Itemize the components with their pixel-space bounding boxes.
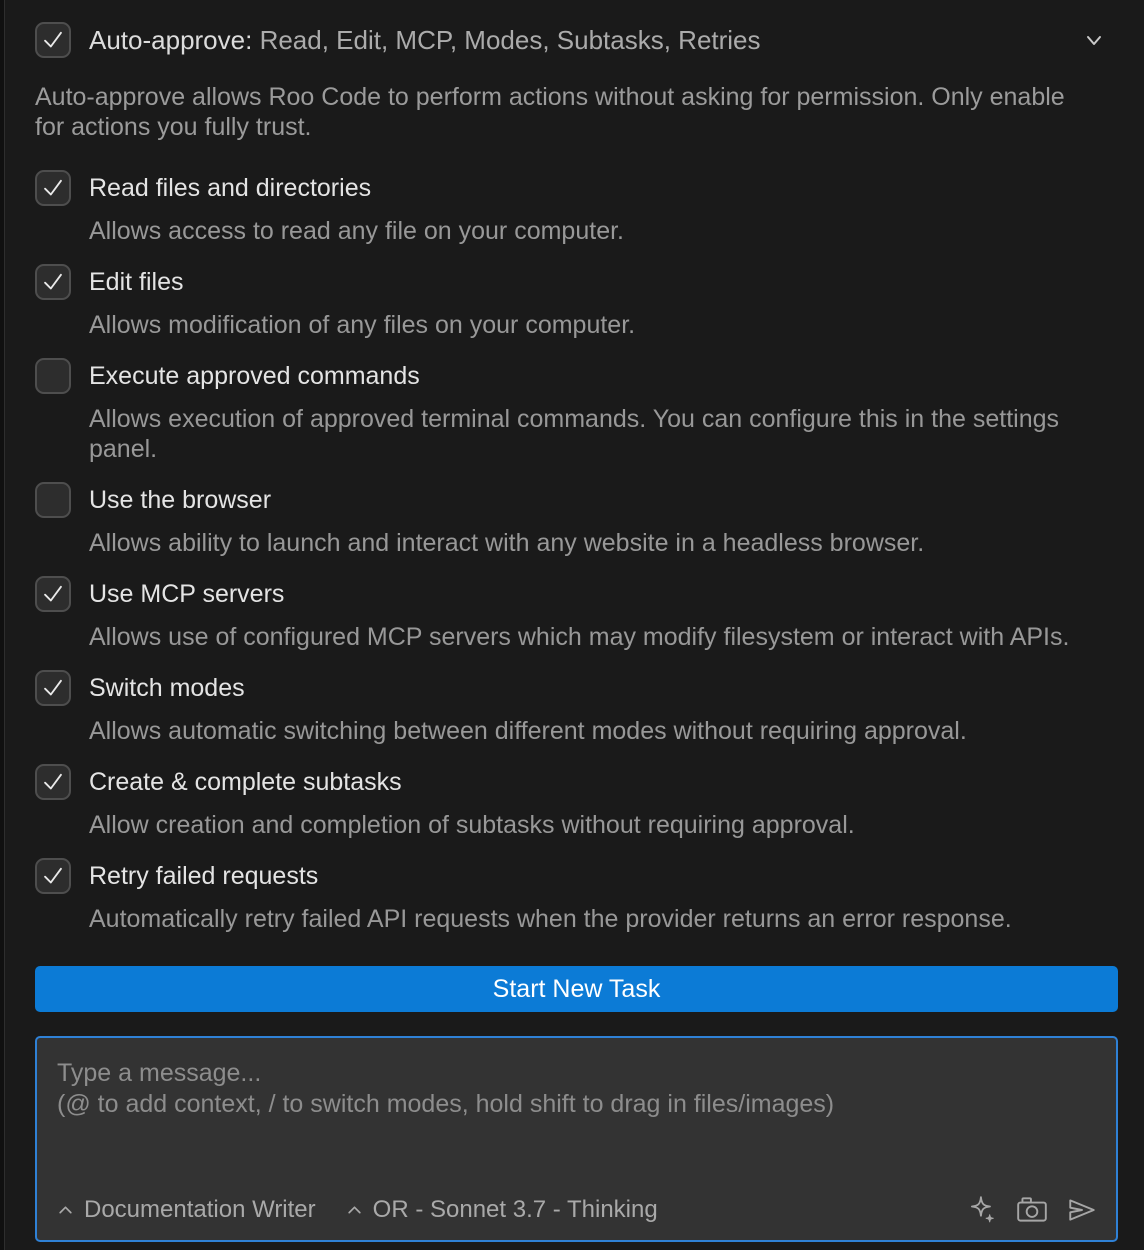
start-new-task-button[interactable]: Start New Task	[35, 966, 1118, 1012]
send-icon[interactable]	[1066, 1194, 1098, 1226]
placeholder-line-2: (@ to add context, / to switch modes, hold shift to drag in files/images)	[57, 1090, 835, 1118]
toggle-checkbox[interactable]	[35, 170, 71, 206]
toggle-label: Execute approved commands	[89, 361, 420, 390]
toggle-checkbox[interactable]	[35, 264, 71, 300]
chevron-down-icon[interactable]	[1078, 24, 1110, 56]
toggle-label: Retry failed requests	[89, 861, 319, 890]
placeholder-line-1: Type a message...	[57, 1059, 262, 1087]
toggle-checkbox[interactable]	[35, 764, 71, 800]
toggle-label: Read files and directories	[89, 173, 372, 202]
toggle-checkbox[interactable]	[35, 358, 71, 394]
toggle-description: Allows execution of approved terminal commands. You can configure this in the settings panel.	[89, 405, 1059, 463]
message-input[interactable]	[35, 1036, 1118, 1242]
camera-icon[interactable]	[1015, 1194, 1049, 1226]
toggle-row	[35, 358, 1118, 464]
auto-approve-title[interactable]	[89, 25, 761, 56]
toggle-checkbox[interactable]	[35, 858, 71, 894]
toggle-label: Use the browser	[89, 485, 272, 514]
chevron-up-icon	[57, 1202, 74, 1219]
checkmark-icon	[40, 675, 66, 701]
chevron-up-icon	[346, 1202, 363, 1219]
toggle-description: Automatically retry failed API requests when the provider returns an error response.	[89, 905, 1012, 933]
checkmark-icon	[40, 269, 66, 295]
message-placeholder	[57, 1058, 1098, 1120]
auto-approve-toggle-list	[35, 170, 1118, 934]
toggle-label: Switch modes	[89, 673, 245, 702]
toggle-description: Allows modification of any files on your computer.	[89, 311, 636, 339]
checkmark-icon	[40, 863, 66, 889]
api-config-selector[interactable]	[346, 1196, 658, 1224]
auto-approve-master-checkbox[interactable]	[35, 22, 71, 58]
toggle-label: Edit files	[89, 267, 184, 296]
mode-selector[interactable]	[57, 1196, 316, 1224]
toggle-checkbox[interactable]	[35, 576, 71, 612]
api-config-selector-label: OR - Sonnet 3.7 - Thinking	[372, 1196, 658, 1223]
mode-selector-label: Documentation Writer	[84, 1196, 316, 1223]
auto-approve-summary: Read, Edit, MCP, Modes, Subtasks, Retries	[259, 24, 761, 55]
toggle-checkbox[interactable]	[35, 482, 71, 518]
toggle-row	[35, 170, 1118, 246]
checkmark-icon	[40, 581, 66, 607]
toggle-description: Allows use of configured MCP servers which may modify filesystem or interact with APIs.	[89, 623, 1070, 651]
checkmark-icon	[40, 769, 66, 795]
auto-approve-panel	[5, 0, 1144, 1250]
chat-action-icons	[966, 1194, 1098, 1226]
auto-approve-label: Auto-approve:	[89, 24, 253, 55]
toggle-label: Use MCP servers	[89, 579, 285, 608]
toggle-label: Create & complete subtasks	[89, 767, 402, 796]
toggle-checkbox[interactable]	[35, 670, 71, 706]
toggle-description: Allows access to read any file on your computer.	[89, 217, 624, 245]
toggle-row	[35, 858, 1118, 934]
toggle-row	[35, 482, 1118, 558]
toggle-row	[35, 764, 1118, 840]
auto-approve-header	[35, 22, 1118, 58]
checkmark-icon	[40, 27, 66, 53]
checkmark-icon	[40, 175, 66, 201]
chat-toolbar	[57, 1194, 1098, 1226]
toggle-row	[35, 670, 1118, 746]
enhance-prompt-sparkle-icon[interactable]	[966, 1194, 998, 1226]
auto-approve-description: Auto-approve allows Roo Code to perform actions without asking for permission. Only enable for actions you fully trust.	[35, 83, 1065, 141]
toggle-description: Allow creation and completion of subtasks without requiring approval.	[89, 811, 855, 839]
toggle-description: Allows ability to launch and interact with any website in a headless browser.	[89, 529, 925, 557]
toggle-description: Allows automatic switching between different modes without requiring approval.	[89, 717, 967, 745]
toggle-row	[35, 264, 1118, 340]
toggle-row	[35, 576, 1118, 652]
